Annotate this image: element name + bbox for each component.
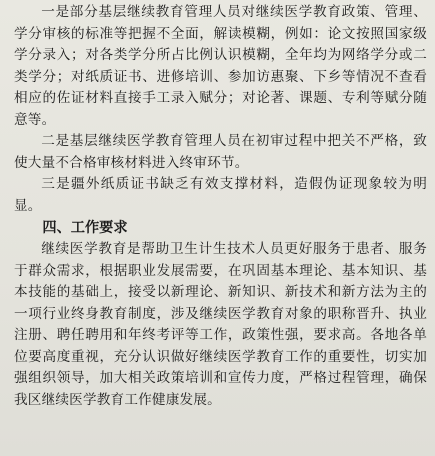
p1-line-1: 一是部分基层继续教育管理人员对继续医学教育政策、 [41,4,385,20]
section-paragraph [14,239,427,411]
p1-line-2: 管理、学分审核的标准等把握不全面，解读模糊，例如：论文按照 [14,4,427,42]
p1-line-6: 专利等赋分随意等。 [14,90,427,128]
p1-line-5: 情况不查看相应的佐证材料直接手工录入赋分；对论著、课题、 [14,68,427,106]
paragraph-two [14,131,427,174]
paragraph-one [14,2,427,131]
s-line-8: 程管理，确保我区继续医学教育工作健康发展。 [14,370,427,408]
s-line-4: 主的一项行业终身教育制度，涉及继续医学教育对象的职称晋 [14,284,427,322]
p2-line-2: 致使大量不合格审核材料进入终审环节。 [14,133,427,171]
s-line-2: 务于群众需求，根据职业发展需要，在巩固基本理论、基本知识、 [14,241,427,279]
p2-line-1: 二是基层继续医学教育管理人员在初审过程中把关不严格， [41,133,414,149]
section-heading: 四、工作要求 [42,220,128,236]
s-line-6: 各地各单位要高度重视，充分认识做好继续医学教育工作的重要 [14,327,427,365]
s-line-7: 性，切实加强组织领导，加大相关政策培训和宣传力度，严格过 [14,348,427,386]
p3-line-1: 三是疆外纸质证书缺乏有效支撑材料，造假伪证现象较为明 [41,176,427,192]
p1-line-4: 学分或二类学分；对纸质证书、进修培训、参加访惠聚、下乡等 [14,47,427,85]
paragraph-three [14,174,427,217]
s-line-5: 升、执业注册、聘任聘用和年终考评等工作，政策性强，要求高。 [14,305,427,343]
s-line-3: 基本技能的基础上，接受以新理论、新知识、新技术和新方法为 [14,262,427,300]
s-line-1: 继续医学教育是帮助卫生计生技术人员更好服务于患者、服 [41,241,414,257]
p3-line-2: 显。 [14,197,42,214]
p1-line-3: 国家级学分录入；对各类学分所占比例认识模糊，全年均为网络 [14,25,427,63]
